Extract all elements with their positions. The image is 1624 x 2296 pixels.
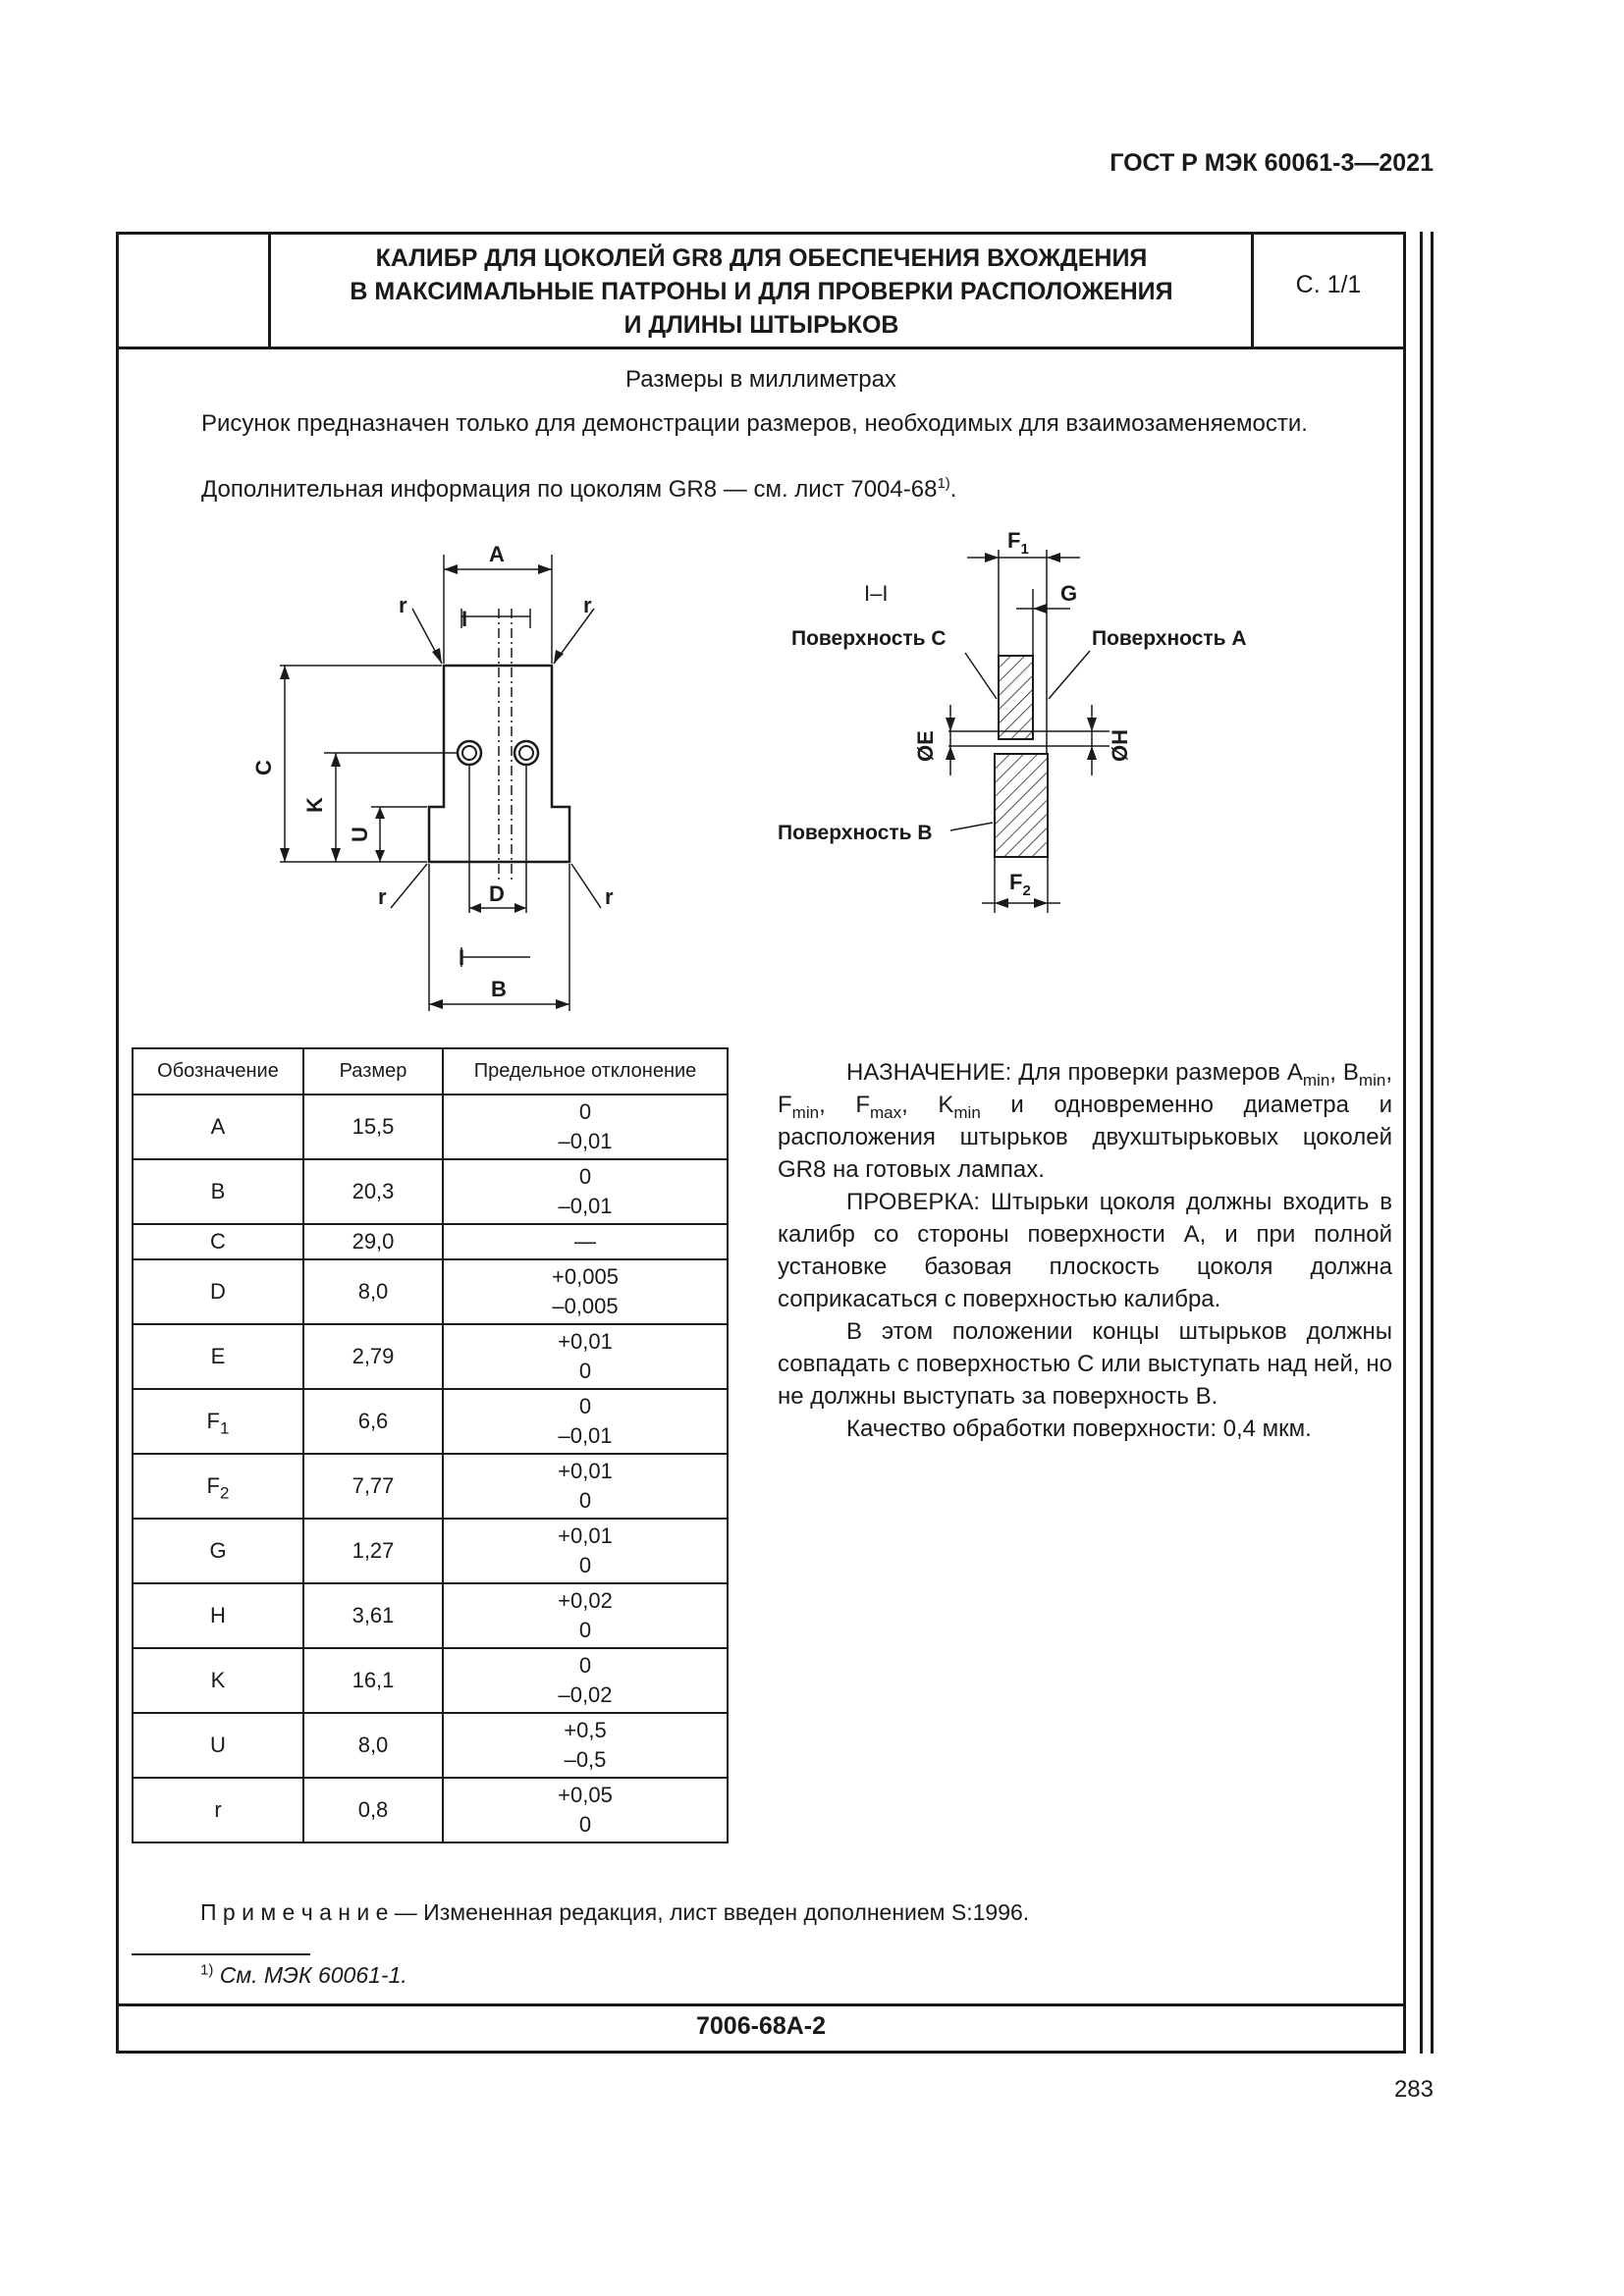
note-text: — Измененная редакция, лист введен дополнением S:1996. — [388, 1899, 1030, 1925]
pin-hole-right — [514, 741, 538, 765]
label-r-bottom-right: r — [605, 884, 614, 909]
sheet-code: 7006-68A-2 — [695, 2012, 827, 2040]
title-line-2: В МАКСИМАЛЬНЫЕ ПАТРОНЫ И ДЛЯ ПРОВЕРКИ РАСПОЛОЖЕНИЯ — [350, 278, 1173, 305]
table-row — [133, 1159, 728, 1224]
arrow-h-top — [1087, 718, 1097, 731]
page-number: 283 — [1393, 2076, 1434, 2103]
label-c: C — [251, 760, 276, 775]
arrow-f1-left — [985, 553, 999, 562]
arrow-c-bottom — [280, 848, 290, 862]
cell-size: 1,27 — [303, 1519, 443, 1583]
arrow-e-bottom — [946, 746, 955, 760]
header-size: Размер — [303, 1048, 443, 1095]
cell-designation: K — [133, 1648, 303, 1713]
cell-deviation: +0,05 0 — [443, 1778, 728, 1842]
table-row — [133, 1224, 728, 1259]
cell-size: 0,8 — [303, 1778, 443, 1842]
cell-designation: r — [133, 1778, 303, 1842]
cell-size: 8,0 — [303, 1259, 443, 1324]
position-paragraph: В этом положении концы штырьков должны совпадать с поверхностью С или выступать над ней, но не должны выступать за поверхность В. — [778, 1318, 1392, 1410]
arrow-d-left — [469, 903, 481, 913]
intro-paragraph-2-text: Дополнительная информация по цоколям GR8 — см. лист 7004-68 — [201, 476, 938, 503]
pin-hole-left-inner — [462, 746, 476, 760]
cell-size: 3,61 — [303, 1583, 443, 1648]
cell-deviation: — — [443, 1224, 728, 1259]
sheet-title — [273, 241, 1250, 342]
label-f2-sub: 2 — [1022, 882, 1031, 899]
table-row — [133, 1778, 728, 1842]
table-row — [133, 1454, 728, 1519]
arrow-k-bottom — [331, 848, 341, 862]
footnote-mark: 1) — [200, 1961, 214, 1979]
note-label: П р и м е ч а н и е — [200, 1899, 389, 1925]
title-divider — [116, 347, 1406, 349]
cell-deviation: +0,01 0 — [443, 1324, 728, 1389]
cell-designation: G — [133, 1519, 303, 1583]
document-code: ГОСТ Р МЭК 60061-3—2021 — [1110, 149, 1434, 177]
cell-designation: U — [133, 1713, 303, 1778]
arrow-g — [1033, 604, 1047, 614]
header-designation: Обозначение — [133, 1048, 303, 1095]
pin-hole-right-inner — [519, 746, 533, 760]
table-row — [133, 1259, 728, 1324]
label-a: A — [489, 542, 505, 566]
tolerance-table — [132, 1047, 729, 1843]
arrow-c-top — [280, 666, 290, 679]
intro-paragraph-2 — [133, 473, 1394, 506]
table-header-row — [133, 1048, 728, 1095]
cell-size: 7,77 — [303, 1454, 443, 1519]
cell-designation: C — [133, 1224, 303, 1259]
section-upper-block — [999, 656, 1033, 739]
label-f1-sub: 1 — [1020, 541, 1029, 558]
label-e: ØE — [913, 730, 938, 762]
label-r-top-left: r — [399, 593, 407, 617]
label-surface-b: Поверхность B — [778, 822, 933, 844]
cell-designation: E — [133, 1324, 303, 1389]
cell-size: 16,1 — [303, 1648, 443, 1713]
intro-paragraph-1: Рисунок предназначен только для демонстрации размеров, необходимых для взаимозаменяемости. — [201, 410, 1308, 437]
label-f1 — [1007, 528, 1029, 558]
arrow-a-right — [538, 564, 552, 574]
cell-size: 6,6 — [303, 1389, 443, 1454]
cell-deviation: 0 –0,01 — [443, 1159, 728, 1224]
table-row — [133, 1095, 728, 1159]
title-left-divider — [268, 232, 271, 348]
cell-designation: A — [133, 1095, 303, 1159]
cell-size: 8,0 — [303, 1713, 443, 1778]
cell-deviation: +0,02 0 — [443, 1583, 728, 1648]
label-d: D — [489, 881, 505, 906]
cell-size: 20,3 — [303, 1159, 443, 1224]
arrow-a-left — [444, 564, 458, 574]
section-lower-block — [995, 754, 1048, 857]
cell-size: 15,5 — [303, 1095, 443, 1159]
label-u: U — [348, 827, 372, 842]
cell-size: 2,79 — [303, 1324, 443, 1389]
label-r-bottom-left: r — [378, 884, 387, 909]
footnote-ref: 1) — [937, 475, 950, 492]
label-r-top-right: r — [583, 593, 592, 617]
table-row — [133, 1324, 728, 1389]
note — [200, 1899, 1029, 1926]
cell-deviation: +0,5 –0,5 — [443, 1713, 728, 1778]
label-b: B — [491, 977, 507, 1001]
footnote-rule — [132, 1953, 310, 1955]
purpose-symbols: $A_{min}$, $B_{min}$, $F_{min}$, $F_{max}$, $K_{min}$ — [778, 1059, 1392, 1122]
arrow-b-right — [556, 999, 569, 1009]
title-right-divider — [1251, 232, 1254, 348]
arrow-b-left — [429, 999, 443, 1009]
quality-paragraph: Качество обработки поверхности: 0,4 мкм. — [846, 1415, 1312, 1442]
frame-double-line-1 — [1420, 232, 1423, 2054]
label-section-bottom: I — [459, 945, 465, 970]
title-line-3: И ДЛИНЫ ШТЫРЬКОВ — [623, 311, 899, 339]
arrow-d-right — [514, 903, 526, 913]
label-f2-letter: F — [1009, 870, 1023, 894]
table-row — [133, 1583, 728, 1648]
header-deviation: Предельное отклонение — [443, 1048, 728, 1095]
gauge-front-view — [236, 530, 628, 1021]
frame-double-line-2 — [1431, 232, 1434, 2054]
footnote — [200, 1962, 407, 1989]
table-row — [133, 1389, 728, 1454]
sheet-number: С. 1/1 — [1295, 271, 1362, 298]
table-row — [133, 1519, 728, 1583]
cell-size: 29,0 — [303, 1224, 443, 1259]
purpose-paragraph — [778, 1056, 1392, 1186]
cell-deviation: 0 –0,01 — [443, 1389, 728, 1454]
cell-designation: $F_2$ — [133, 1454, 303, 1519]
cell-designation: H — [133, 1583, 303, 1648]
dimensions-note: Размеры в миллиметрах — [625, 366, 896, 393]
radius-leader-bottom-left — [391, 864, 427, 908]
label-g: G — [1060, 581, 1078, 606]
gauge-section-view — [766, 520, 1296, 933]
arrow-u-bottom — [375, 850, 385, 862]
cell-designation: B — [133, 1159, 303, 1224]
check-paragraph: ПРОВЕРКА: Штырьки цоколя должны входить в калибр со стороны поверхности А, и при полной установке базовая плоскость цоколя должна соприкасаться с поверхностью калибра. — [778, 1189, 1392, 1312]
label-f1-letter: F — [1007, 528, 1021, 553]
leader-surface-a — [1049, 651, 1090, 699]
label-surface-a: Поверхность A — [1092, 627, 1247, 650]
cell-deviation: +0,01 0 — [443, 1519, 728, 1583]
cell-deviation: 0 –0,02 — [443, 1648, 728, 1713]
cell-deviation: +0,005 –0,005 — [443, 1259, 728, 1324]
pin-hole-left — [458, 741, 481, 765]
intro-paragraph-2-end: . — [949, 476, 957, 503]
arrow-r-top-left — [432, 648, 442, 664]
purpose-prefix: НАЗНАЧЕНИЕ: Для проверки размеров — [846, 1059, 1287, 1086]
cell-designation: $F_1$ — [133, 1389, 303, 1454]
label-surface-c: Поверхность C — [791, 627, 947, 650]
footer-divider — [116, 2003, 1406, 2006]
footnote-text: См. МЭК 60061-1. — [219, 1962, 407, 1988]
title-line-1: КАЛИБР ДЛЯ ЦОКОЛЕЙ GR8 ДЛЯ ОБЕСПЕЧЕНИЯ ВХОЖДЕНИЯ — [375, 244, 1148, 272]
cell-designation: D — [133, 1259, 303, 1324]
arrow-e-top — [946, 718, 955, 731]
label-k: K — [302, 797, 327, 813]
arrow-k-top — [331, 753, 341, 767]
arrow-u-top — [375, 807, 385, 819]
arrow-f1-right — [1047, 553, 1060, 562]
arrow-h-bottom — [1087, 746, 1097, 760]
cell-deviation: +0,01 0 — [443, 1454, 728, 1519]
cell-deviation: 0 –0,01 — [443, 1095, 728, 1159]
gauge-description — [778, 1056, 1392, 1445]
label-f2 — [1009, 870, 1031, 899]
arrow-f2-right — [1034, 898, 1048, 908]
leader-surface-b — [950, 823, 993, 830]
leader-surface-c — [965, 653, 997, 699]
label-section-top: I — [461, 607, 468, 631]
radius-leader-bottom-right — [571, 864, 601, 908]
purpose-rest: и одновременно диаметра и расположения штырьков двухштырьковых цоколей GR8 на готовых лампах. — [778, 1092, 1392, 1183]
table-row — [133, 1648, 728, 1713]
arrow-f2-left — [995, 898, 1008, 908]
label-h: ØH — [1108, 729, 1132, 762]
section-mark: I–I — [864, 581, 889, 606]
table-row — [133, 1713, 728, 1778]
